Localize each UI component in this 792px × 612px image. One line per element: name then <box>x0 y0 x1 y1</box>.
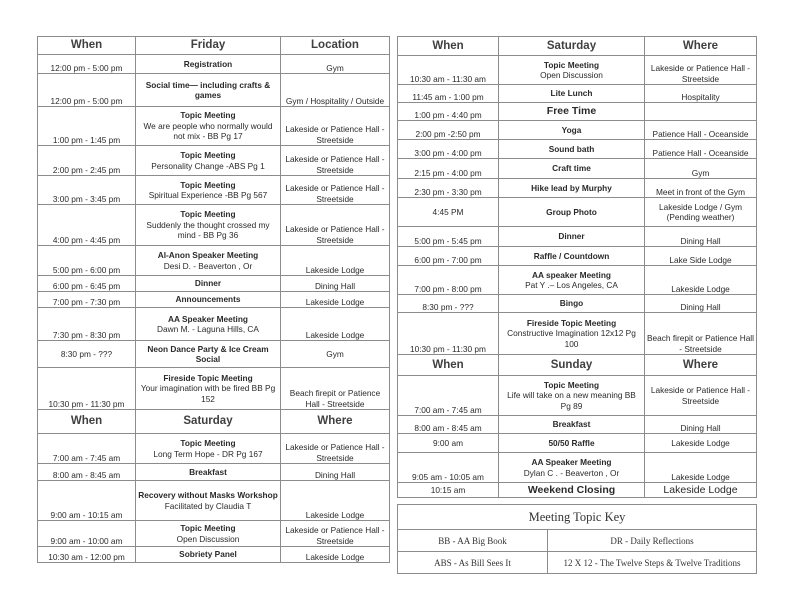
event-cell <box>499 56 645 85</box>
event-title: Lite Lunch <box>550 88 593 99</box>
event-description: Open Discussion <box>176 533 240 544</box>
time-cell: 1:00 pm - 1:45 pm <box>38 107 136 146</box>
location-cell: Dining Hall <box>645 227 757 247</box>
schedule-row <box>398 159 757 179</box>
location-cell: Lakeside Lodge <box>281 481 390 521</box>
key-title: Meeting Topic Key <box>398 505 757 530</box>
location-cell: Lakeside or Patience Hall - Streetside <box>281 146 390 176</box>
location-cell: Lakeside Lodge <box>645 266 757 295</box>
location-cell: Lakeside Lodge <box>281 246 390 276</box>
time-cell: 7:00 am - 7:45 am <box>38 434 136 464</box>
location-cell: Gym <box>281 341 390 368</box>
schedule-row <box>38 176 390 205</box>
time-cell: 4:00 pm - 4:45 pm <box>38 205 136 246</box>
saturday-sunday-schedule-table <box>397 36 757 498</box>
location-cell: Dining Hall <box>645 295 757 313</box>
time-cell: 1:00 pm - 4:40 pm <box>398 103 499 121</box>
event-title: Registration <box>183 58 233 69</box>
schedule-row <box>38 521 390 547</box>
event-description: Spiritual Experience -BB Pg 567 <box>148 190 268 200</box>
time-cell: 12:00 pm - 5:00 pm <box>38 55 136 74</box>
time-cell: 5:00 pm - 6:00 pm <box>38 246 136 276</box>
header-when: When <box>398 355 499 376</box>
event-title: Recovery without Masks Workshop <box>138 490 278 500</box>
event-title: Topic Meeting <box>543 59 600 70</box>
schedule-row <box>398 140 757 159</box>
event-title: Bingo <box>559 298 584 309</box>
header-day: Friday <box>136 37 281 55</box>
time-cell: 8:30 pm - ??? <box>38 341 136 368</box>
time-cell: 2:30 pm - 3:30 pm <box>398 179 499 198</box>
time-cell: 9:00 am - 10:00 am <box>38 521 136 547</box>
schedule-row <box>398 56 757 85</box>
event-title: Craft time <box>552 163 591 174</box>
key-title-row <box>398 505 757 530</box>
schedule-row <box>398 453 757 483</box>
header-when: When <box>398 37 499 56</box>
event-cell <box>136 74 281 107</box>
schedule-row <box>38 74 390 107</box>
location-cell: Dining Hall <box>281 276 390 292</box>
time-cell: 7:00 pm - 8:00 pm <box>398 266 499 295</box>
location-cell: Lakeside or Patience Hall - Streetside <box>645 376 757 416</box>
event-description: Personality Change -ABS Pg 1 <box>151 160 265 171</box>
location-cell: Lakeside Lodge <box>645 453 757 483</box>
location-cell: Beach firepit or Patience Hall - Streetside <box>281 368 390 410</box>
event-description: We are people who normally would not mix - BB Pg 17 <box>143 120 273 142</box>
location-cell <box>645 103 757 121</box>
event-title: Topic Meeting <box>180 523 236 533</box>
header-where: Where <box>645 355 757 376</box>
event-cell <box>136 176 281 205</box>
location-cell: Hospitality <box>645 85 757 103</box>
schedule-row <box>398 179 757 198</box>
event-cell <box>136 107 281 146</box>
time-cell: 2:00 pm -2:50 pm <box>398 121 499 140</box>
table-header-row <box>398 355 757 376</box>
table-header-row <box>398 37 757 56</box>
event-title: Yoga <box>561 124 582 135</box>
time-cell: 6:00 pm - 7:00 pm <box>398 247 499 266</box>
time-cell: 7:00 am - 7:45 am <box>398 376 499 416</box>
event-cell <box>136 246 281 276</box>
schedule-row <box>38 434 390 464</box>
key-entry: 12 X 12 - The Twelve Steps & Twelve Traditions <box>548 552 757 574</box>
location-cell: Gym / Hospitality / Outside <box>281 74 390 107</box>
event-title: Topic Meeting <box>180 179 236 190</box>
event-cell <box>136 434 281 464</box>
schedule-row <box>38 276 390 292</box>
time-cell: 7:00 pm - 7:30 pm <box>38 292 136 308</box>
event-cell <box>499 121 645 140</box>
header-where: Where <box>645 37 757 56</box>
event-cell <box>136 55 281 74</box>
event-cell <box>499 266 645 295</box>
event-title: Topic Meeting <box>543 379 600 390</box>
location-cell: Dining Hall <box>281 464 390 481</box>
key-row <box>398 530 757 552</box>
time-cell: 9:05 am - 10:05 am <box>398 453 499 483</box>
event-description: Constructive Imagination 12x12 Pg 100 <box>507 328 636 349</box>
event-cell <box>499 140 645 159</box>
schedule-row <box>38 146 390 176</box>
time-cell: 8:00 am - 8:45 am <box>38 464 136 481</box>
table-header-row <box>38 410 390 434</box>
header-day: Saturday <box>499 37 645 56</box>
event-title: Breakfast <box>189 466 227 477</box>
location-cell: Lakeside Lodge <box>281 292 390 308</box>
event-cell <box>499 85 645 103</box>
event-title: AA speaker Meeting <box>532 269 611 280</box>
meeting-topic-key <box>397 504 757 574</box>
schedule-row <box>398 227 757 247</box>
header-when: When <box>38 410 136 434</box>
schedule-row <box>398 313 757 355</box>
schedule-row <box>398 247 757 266</box>
event-description: Life will take on a new meaning BB Pg 89 <box>507 390 636 411</box>
schedule-row <box>398 198 757 227</box>
time-cell: 4:45 PM <box>398 198 499 227</box>
schedule-row <box>398 434 757 453</box>
event-description: Facilitated by Claudia T <box>164 500 252 511</box>
location-cell: Gym <box>645 159 757 179</box>
event-title: Raffle / Countdown <box>533 250 610 261</box>
schedule-row <box>38 341 390 368</box>
location-cell: Lakeside or Patience Hall - Streetside <box>281 176 390 205</box>
event-description: Dawn M. - Laguna Hills, CA <box>157 324 259 334</box>
event-cell <box>499 227 645 247</box>
event-cell <box>499 198 645 227</box>
event-description: Your imagination with be fired BB Pg 152 <box>140 383 276 404</box>
time-cell: 2:15 pm - 4:00 pm <box>398 159 499 179</box>
location-cell: Patience Hall - Oceanside <box>645 121 757 140</box>
time-cell: 3:00 pm - 4:00 pm <box>398 140 499 159</box>
schedule-row <box>38 368 390 410</box>
key-entry: BB - AA Big Book <box>398 530 548 552</box>
time-cell: 10:30 am - 12:00 pm <box>38 547 136 563</box>
event-cell <box>499 483 645 498</box>
event-cell <box>136 276 281 292</box>
event-title: AA Speaker Meeting <box>531 457 612 467</box>
time-cell: 12:00 pm - 5:00 pm <box>38 74 136 107</box>
location-cell: Lakeside or Patience Hall - Streetside <box>281 434 390 464</box>
event-title: Hike lead by Murphy <box>531 182 612 193</box>
location-cell: Lakeside or Patience Hall - Streetside <box>645 56 757 85</box>
event-title: Al-Anon Speaker Meeting <box>157 250 259 260</box>
schedule-row <box>38 464 390 481</box>
event-description: Suddenly the thought crossed my mind - BB Pg 36 <box>146 219 270 241</box>
time-cell: 10:15 am <box>398 483 499 498</box>
schedule-row <box>398 266 757 295</box>
schedule-row <box>398 416 757 434</box>
time-cell: 11:45 am - 1:00 pm <box>398 85 499 103</box>
location-cell: Lake Side Lodge <box>645 247 757 266</box>
event-title: Topic Meeting <box>180 110 236 121</box>
event-cell <box>136 292 281 308</box>
location-cell: Lakeside or Patience Hall - Streetside <box>281 521 390 547</box>
event-title: AA Speaker Meeting <box>168 313 248 324</box>
schedule-row <box>398 483 757 498</box>
event-title: Weekend Closing <box>527 483 616 496</box>
schedule-row <box>38 481 390 521</box>
schedule-row <box>398 121 757 140</box>
header-when: When <box>38 37 136 55</box>
schedule-row <box>398 295 757 313</box>
event-cell <box>499 313 645 355</box>
schedule-row <box>398 376 757 416</box>
time-cell: 3:00 pm - 3:45 pm <box>38 176 136 205</box>
schedule-row <box>38 205 390 246</box>
event-cell <box>136 308 281 341</box>
header-day: Saturday <box>136 410 281 434</box>
header-day: Sunday <box>499 355 645 376</box>
time-cell: 7:30 pm - 8:30 pm <box>38 308 136 341</box>
event-description: Desi D. - Beaverton , Or <box>163 260 253 271</box>
key-entry: DR - Daily Reflections <box>548 530 757 552</box>
event-cell <box>499 159 645 179</box>
event-cell <box>499 453 645 483</box>
event-cell <box>499 295 645 313</box>
time-cell: 10:30 pm - 11:30 pm <box>398 313 499 355</box>
location-cell: Lakeside or Patience Hall - Streetside <box>281 205 390 246</box>
event-cell <box>136 368 281 410</box>
friday-schedule-table <box>37 36 390 563</box>
time-cell: 5:00 pm - 5:45 pm <box>398 227 499 247</box>
event-title: Sound bath <box>548 143 595 154</box>
table-header-row <box>38 37 390 55</box>
time-cell: 8:30 pm - ??? <box>398 295 499 313</box>
time-cell: 9:00 am <box>398 434 499 453</box>
event-cell <box>136 146 281 176</box>
location-cell: Lakeside Lodge <box>281 547 390 563</box>
location-cell: Lakeside Lodge <box>281 308 390 341</box>
time-cell: 10:30 pm - 11:30 pm <box>38 368 136 410</box>
event-title: Free Time <box>546 105 597 118</box>
schedule-row <box>38 292 390 308</box>
schedule-row <box>38 55 390 74</box>
event-cell <box>499 376 645 416</box>
location-cell: Lakeside or Patience Hall - Streetside <box>281 107 390 146</box>
event-cell <box>136 481 281 521</box>
location-cell: Lakeside Lodge <box>645 483 757 498</box>
location-cell: Patience Hall - Oceanside <box>645 140 757 159</box>
event-cell <box>136 341 281 368</box>
event-cell <box>136 205 281 246</box>
key-entry: ABS - As Bill Sees It <box>398 552 548 574</box>
event-title: Sobriety Panel <box>179 549 237 560</box>
event-cell <box>136 521 281 547</box>
schedule-row <box>38 246 390 276</box>
event-title: Neon Dance Party & Ice Cream Social <box>147 343 269 364</box>
schedule-row <box>38 107 390 146</box>
event-title: Breakfast <box>552 419 591 430</box>
event-description: Dylan C . - Beaverton , Or <box>523 467 620 478</box>
header-location: Location <box>281 37 390 55</box>
time-cell: 9:00 am - 10:15 am <box>38 481 136 521</box>
event-title: Group Photo <box>546 206 597 217</box>
schedule-row <box>398 85 757 103</box>
schedule-row <box>398 103 757 121</box>
event-cell <box>499 103 645 121</box>
time-cell: 8:00 am - 8:45 am <box>398 416 499 434</box>
location-cell: Gym <box>281 55 390 74</box>
header-where: Where <box>281 410 390 434</box>
event-title: Fireside Topic Meeting <box>163 372 253 383</box>
event-cell <box>136 464 281 481</box>
event-cell <box>499 434 645 453</box>
event-description: Pat Y .– Los Angeles, CA <box>525 280 618 290</box>
schedule-row <box>38 308 390 341</box>
key-row <box>398 552 757 574</box>
event-title: Social time— including crafts & games <box>145 79 271 100</box>
event-cell <box>499 247 645 266</box>
event-title: 50/50 Raffle <box>548 437 595 448</box>
location-cell: Lakeside Lodge <box>645 434 757 453</box>
location-cell: Beach firepit or Patience Hall - Streetside <box>645 313 757 355</box>
location-cell: Dining Hall <box>645 416 757 434</box>
event-title: Topic Meeting <box>180 438 236 448</box>
event-cell <box>499 416 645 434</box>
event-title: Announcements <box>175 294 241 305</box>
time-cell: 2:00 pm - 2:45 pm <box>38 146 136 176</box>
event-description: Open Discussion <box>540 70 603 80</box>
location-cell: Meet in front of the Gym <box>645 179 757 198</box>
event-description: Long Term Hope - DR Pg 167 <box>153 448 263 459</box>
event-title: Fireside Topic Meeting <box>526 317 617 328</box>
event-cell <box>136 547 281 563</box>
location-cell: Lakeside Lodge / Gym (Pending weather) <box>645 198 757 227</box>
event-title: Topic Meeting <box>180 209 236 220</box>
event-title: Topic Meeting <box>180 150 236 160</box>
event-title: Dinner <box>558 231 585 242</box>
event-title: Dinner <box>194 278 222 289</box>
time-cell: 6:00 pm - 6:45 pm <box>38 276 136 292</box>
schedule-row <box>38 547 390 563</box>
time-cell: 10:30 am - 11:30 am <box>398 56 499 85</box>
event-cell <box>499 179 645 198</box>
